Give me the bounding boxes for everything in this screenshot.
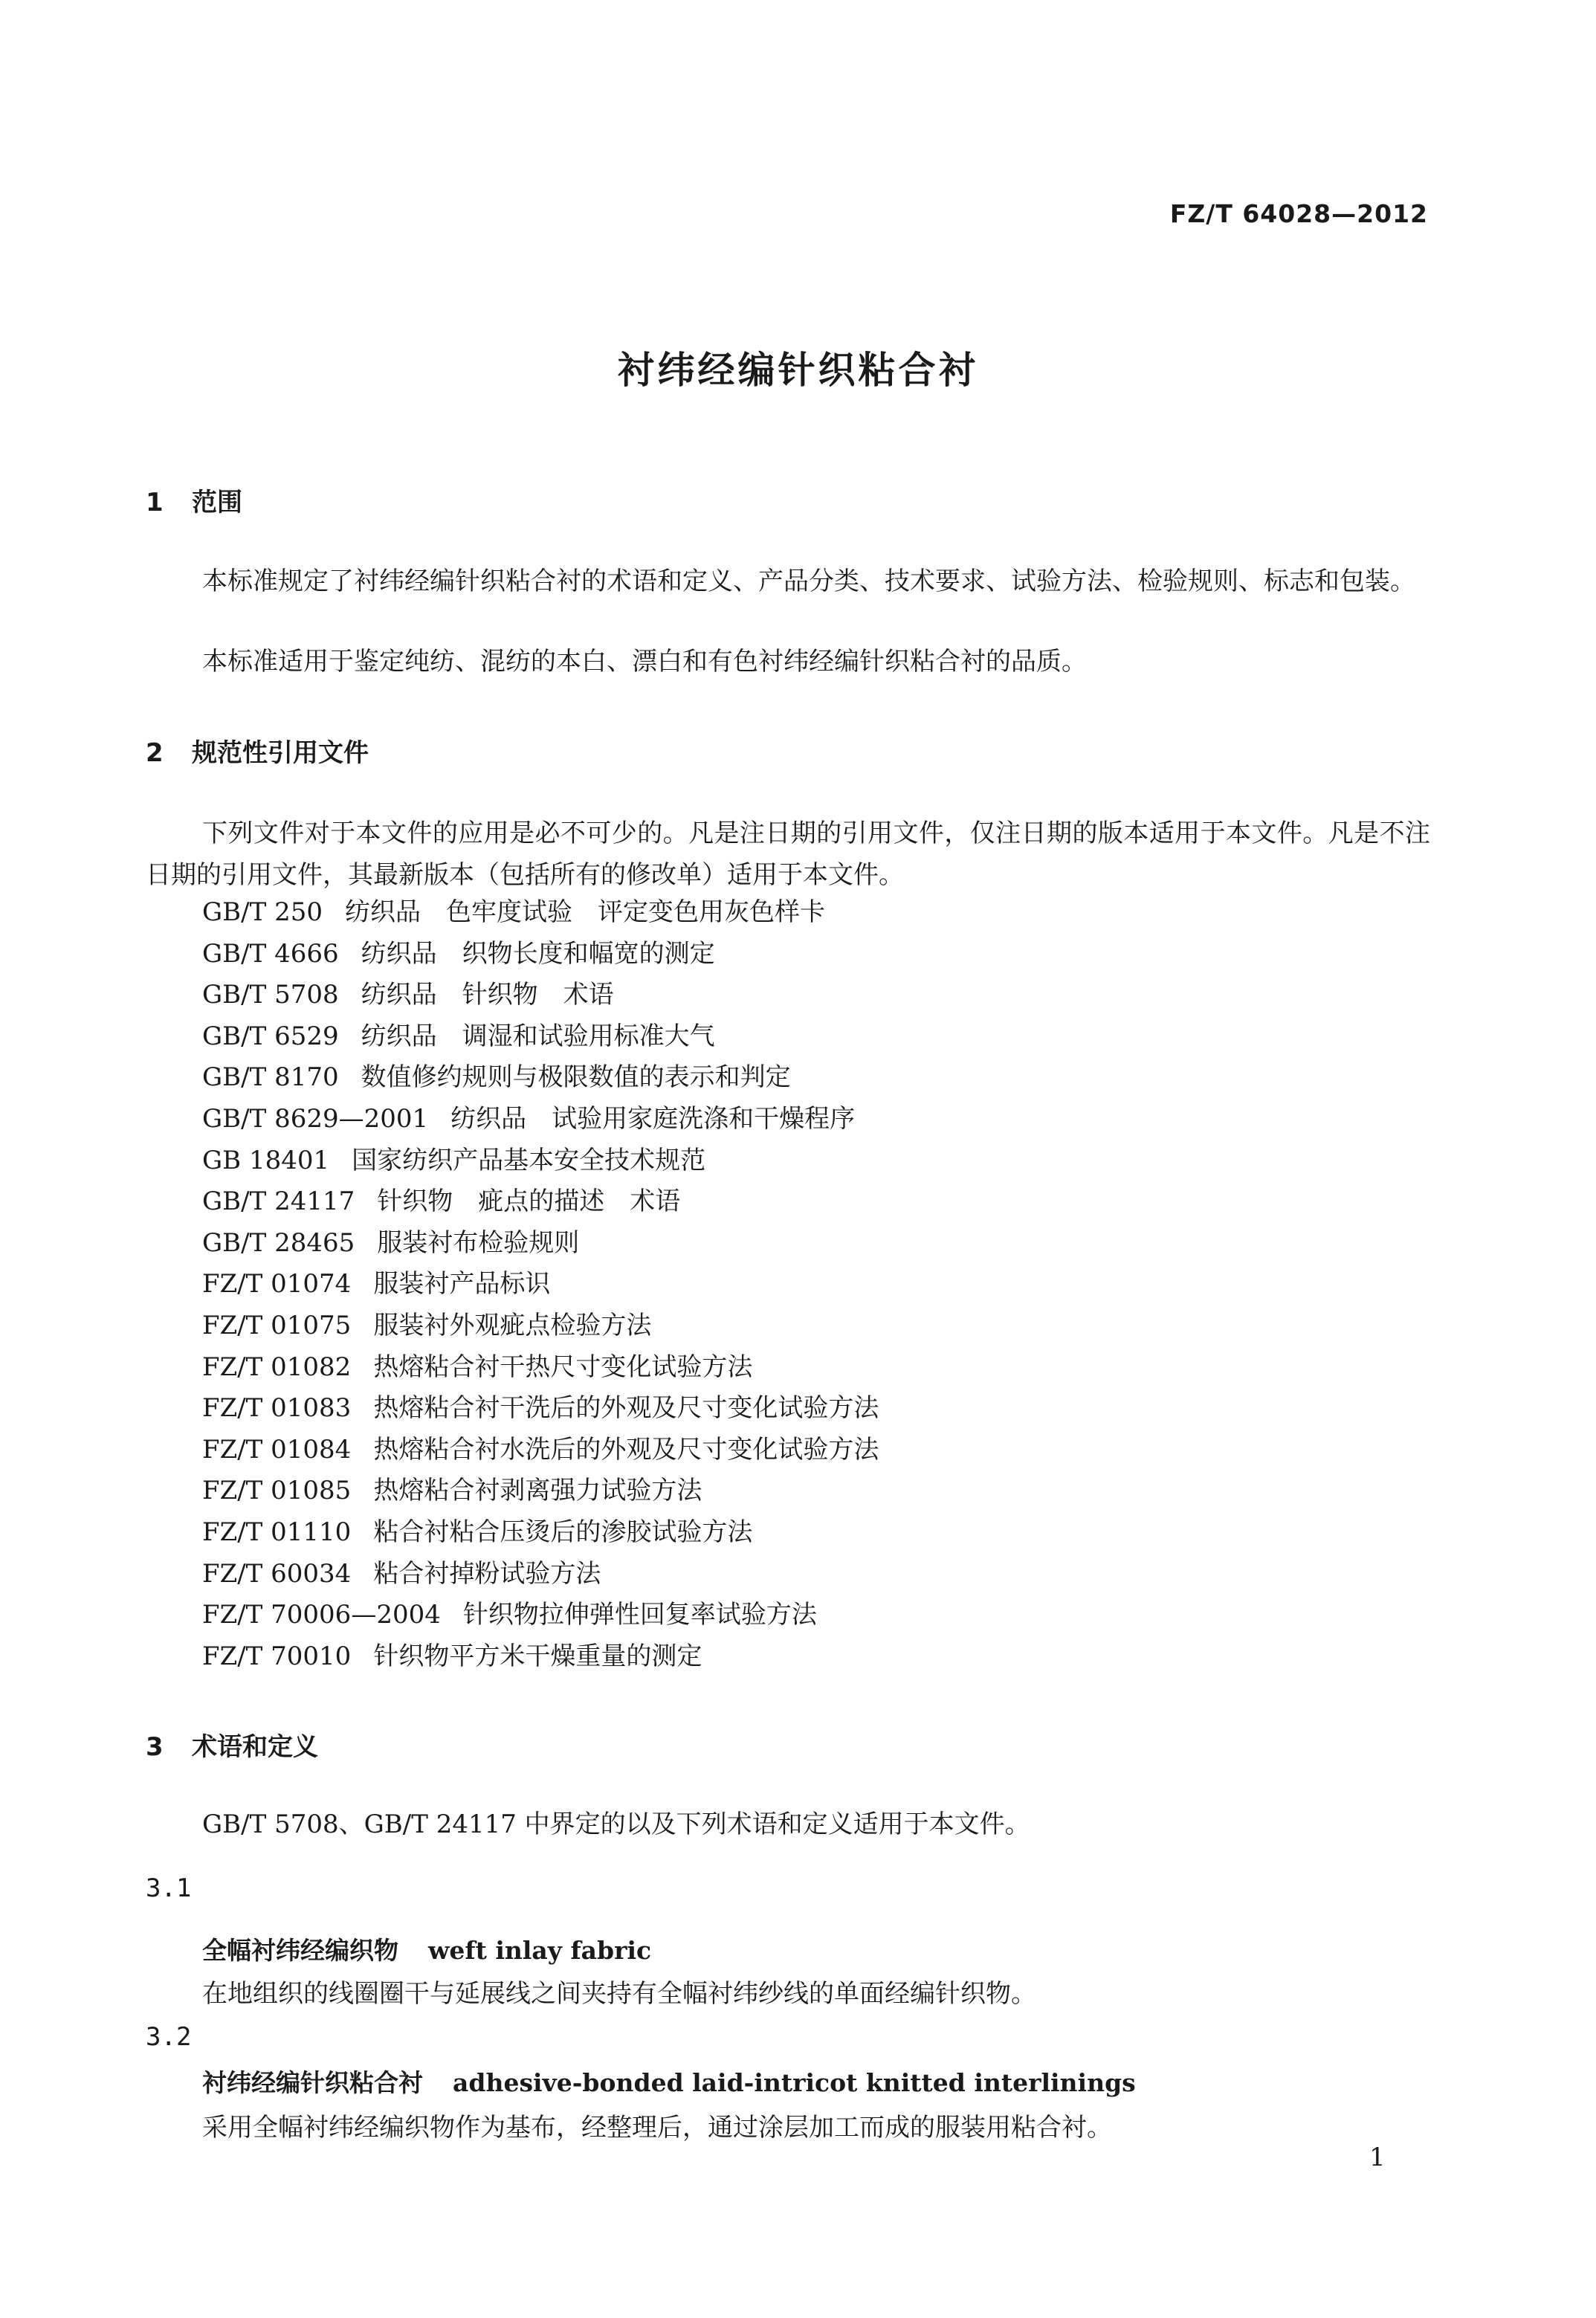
section-1-paragraph-2: 本标准适用于鉴定纯纺、混纺的本白、漂白和有色衬纬经编针织粘合衬的品质。 — [202, 647, 1087, 677]
reference-item — [202, 1595, 879, 1636]
reference-code: FZ/T 01083 — [202, 1393, 352, 1424]
reference-item — [202, 1430, 879, 1471]
reference-item — [202, 1636, 879, 1678]
standard-number: FZ/T 64028—2012 — [1169, 199, 1428, 228]
reference-title: 纺织品 织物长度和幅宽的测定 — [361, 938, 715, 969]
reference-item — [202, 1512, 879, 1554]
reference-title: 服装衬布检验规则 — [377, 1227, 580, 1258]
term-definition: 采用全幅衬纬经编织物作为基布，经整理后，通过涂层加工而成的服装用粘合衬。 — [202, 2113, 1112, 2143]
reference-title: 数值修约规则与极限数值的表示和判定 — [361, 1062, 791, 1093]
reference-code: FZ/T 70006—2004 — [202, 1600, 441, 1630]
section-3-intro: GB/T 5708、GB/T 24117 中界定的以及下列术语和定义适用于本文件。 — [202, 1809, 1030, 1839]
reference-item — [202, 1388, 879, 1430]
reference-code: FZ/T 01110 — [202, 1517, 352, 1547]
section-1-paragraph-1: 本标准规定了衬纬经编针织粘合衬的术语和定义、产品分类、技术要求、试验方法、检验规则、标志和包装。 — [202, 566, 1415, 596]
reference-item — [202, 1305, 879, 1347]
term-heading — [202, 2064, 1136, 2099]
reference-title: 针织物拉伸弹性回复率试验方法 — [462, 1600, 817, 1630]
reference-title: 热熔粘合衬干洗后的外观及尺寸变化试验方法 — [373, 1393, 879, 1424]
term-en: adhesive-bonded laid-intricot knitted interlinings — [453, 2068, 1136, 2097]
reference-item — [202, 1181, 879, 1223]
reference-title: 国家纺织产品基本安全技术规范 — [352, 1145, 706, 1175]
section-2-paragraph-1: 下列文件对于本文件的应用是必不可少的。凡是注日期的引用文件，仅注日期的版本适用于本文件。凡是不注日期的引用文件，其最新版本（包括所有的修改单）适用于本文件。 — [146, 819, 1430, 890]
reference-code: FZ/T 01085 — [202, 1476, 352, 1506]
section-number: 3 — [146, 1732, 164, 1762]
reference-item — [202, 934, 879, 975]
reference-title: 纺织品 试验用家庭洗涤和干燥程序 — [450, 1103, 856, 1134]
reference-title: 服装衬产品标识 — [373, 1269, 551, 1300]
reference-item — [202, 892, 879, 934]
reference-item — [202, 1099, 879, 1140]
reference-code: FZ/T 01084 — [202, 1434, 352, 1465]
reference-title: 粘合衬粘合压烫后的渗胶试验方法 — [373, 1517, 753, 1547]
reference-item — [202, 1140, 879, 1182]
page-number: 1 — [1369, 2143, 1386, 2172]
reference-item — [202, 1554, 879, 1595]
section-3-heading — [146, 1726, 318, 1763]
reference-code: GB/T 6529 — [202, 1021, 339, 1051]
reference-title: 热熔粘合衬剥离强力试验方法 — [373, 1476, 702, 1506]
reference-code: FZ/T 01075 — [202, 1310, 352, 1340]
term-definition: 在地组织的线圈圈干与延展线之间夹持有全幅衬纬纱线的单面经编针织物。 — [202, 1979, 1036, 2009]
reference-title: 针织物 疵点的描述 术语 — [377, 1187, 681, 1217]
reference-title: 纺织品 调湿和试验用标准大气 — [361, 1021, 715, 1051]
term-number: 3.2 — [146, 2022, 192, 2052]
section-1-heading — [146, 482, 242, 518]
reference-title: 粘合衬掉粉试验方法 — [373, 1558, 601, 1589]
document-title: 衬纬经编针织粘合衬 — [617, 349, 979, 392]
reference-code: GB/T 250 — [202, 897, 323, 927]
section-number: 1 — [146, 488, 164, 517]
reference-code: GB/T 8170 — [202, 1062, 339, 1093]
reference-item — [202, 1016, 879, 1058]
reference-title: 针织物平方米干燥重量的测定 — [373, 1641, 702, 1671]
term-heading — [202, 1931, 651, 1966]
reference-item — [202, 1264, 879, 1305]
section-title: 术语和定义 — [192, 1732, 318, 1762]
reference-item — [202, 1057, 879, 1099]
reference-title: 服装衬外观疵点检验方法 — [373, 1310, 652, 1340]
section-2-heading — [146, 732, 369, 769]
section-title: 范围 — [192, 488, 242, 517]
reference-item — [202, 975, 879, 1016]
reference-title: 热熔粘合衬干热尺寸变化试验方法 — [373, 1352, 753, 1382]
section-title: 规范性引用文件 — [192, 738, 369, 768]
reference-code: GB/T 8629—2001 — [202, 1103, 429, 1134]
term-en: weft inlay fabric — [428, 1936, 652, 1965]
term-number: 3.1 — [146, 1873, 192, 1903]
normative-reference-list — [202, 892, 879, 1677]
reference-code: FZ/T 70010 — [202, 1641, 352, 1671]
reference-title: 热熔粘合衬水洗后的外观及尺寸变化试验方法 — [373, 1434, 879, 1465]
reference-code: GB/T 24117 — [202, 1187, 355, 1217]
reference-title: 纺织品 针织物 术语 — [361, 980, 614, 1010]
reference-code: GB/T 4666 — [202, 938, 339, 969]
reference-item — [202, 1470, 879, 1512]
reference-code: FZ/T 60034 — [202, 1558, 352, 1589]
reference-code: GB/T 5708 — [202, 980, 339, 1010]
reference-item — [202, 1347, 879, 1389]
reference-code: GB 18401 — [202, 1145, 330, 1175]
reference-title: 纺织品 色牢度试验 评定变色用灰色样卡 — [344, 897, 825, 927]
reference-code: FZ/T 01082 — [202, 1352, 352, 1382]
reference-item — [202, 1223, 879, 1265]
reference-code: GB/T 28465 — [202, 1227, 355, 1258]
reference-code: FZ/T 01074 — [202, 1269, 352, 1300]
section-number: 2 — [146, 738, 164, 768]
term-zh: 全幅衬纬经编织物 — [202, 1936, 398, 1965]
term-zh: 衬纬经编针织粘合衬 — [202, 2068, 423, 2097]
